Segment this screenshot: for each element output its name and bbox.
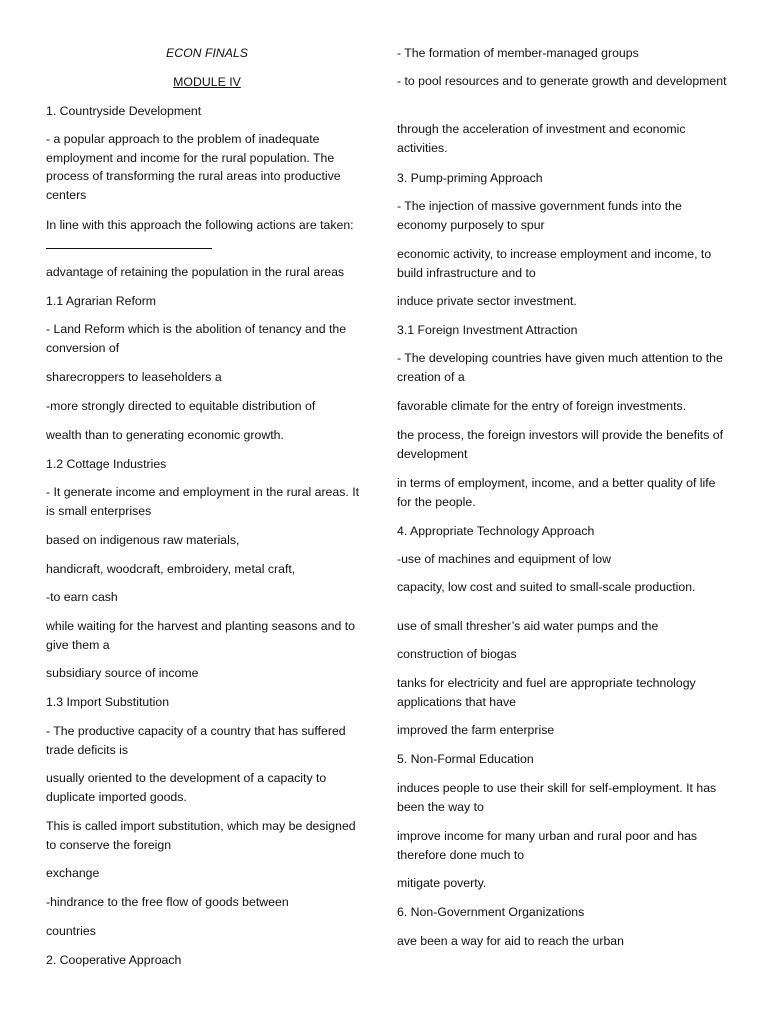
- section-heading: 1.2 Cottage Industries: [46, 457, 167, 471]
- paragraph: through the acceleration of investment and economic activities.: [397, 122, 686, 155]
- section-heading: 5. Non-Formal Education: [397, 752, 534, 766]
- paragraph: exchange: [46, 866, 100, 880]
- section-heading: 1.3 Import Substitution: [46, 695, 170, 709]
- paragraph: - a popular approach to the problem of inadequate employment and income for the rural population. The process of transforming the rural areas into productive centers: [46, 132, 341, 202]
- paragraph: countries: [46, 924, 96, 938]
- paragraph: wealth than to generating economic growth.: [46, 428, 284, 442]
- paragraph: the process, the foreign investors will provide the benefits of development: [397, 428, 724, 461]
- paragraph: use of small thresher’s aid water pumps and the: [397, 619, 659, 633]
- paragraph: in terms of employment, income, and a better quality of life for the people.: [397, 476, 716, 509]
- paragraph: advantage of retaining the population in the rural areas: [46, 265, 345, 279]
- paragraph: -to earn cash: [46, 590, 118, 604]
- section-heading: 3.1 Foreign Investment Attraction: [397, 323, 578, 337]
- paragraph: - The formation of member-managed groups: [397, 46, 639, 60]
- paragraph: induce private sector investment.: [397, 294, 577, 308]
- paragraph: based on indigenous raw materials,: [46, 533, 240, 547]
- section-heading: 1.1 Agrarian Reform: [46, 294, 157, 308]
- paragraph: - The injection of massive government funds into the economy purposely to spur: [397, 199, 682, 232]
- paragraph: ave been a way for aid to reach the urban: [397, 934, 624, 948]
- paragraph: -more strongly directed to equitable distribution of: [46, 399, 316, 413]
- paragraph: favorable climate for the entry of foreign investments.: [397, 399, 687, 413]
- module-title: MODULE IV: [173, 75, 241, 89]
- paragraph: - The developing countries have given much attention to the creation of a: [397, 351, 723, 384]
- document-title: ECON FINALS: [166, 46, 248, 60]
- paragraph: improved the farm enterprise: [397, 723, 555, 737]
- paragraph: - The productive capacity of a country that has suffered trade deficits is: [46, 724, 346, 757]
- paragraph: economic activity, to increase employment and income, to build infrastructure and to: [397, 247, 712, 280]
- paragraph: In line with this approach the following actions are taken:: [46, 218, 354, 232]
- paragraph: tanks for electricity and fuel are appropriate technology applications that have: [397, 676, 696, 709]
- section-heading: 6. Non-Government Organizations: [397, 905, 585, 919]
- paragraph: induces people to use their skill for self-employment. It has been the way to: [397, 781, 717, 814]
- paragraph: capacity, low cost and suited to small-scale production.: [397, 580, 696, 594]
- section-heading: 3. Pump-priming Approach: [397, 171, 543, 185]
- paragraph: usually oriented to the development of a capacity to duplicate imported goods.: [46, 771, 327, 804]
- paragraph: handicraft, woodcraft, embroidery, metal craft,: [46, 562, 296, 576]
- section-heading: 1. Countryside Development: [46, 104, 202, 118]
- paragraph: subsidiary source of income: [46, 666, 199, 680]
- paragraph: - Land Reform which is the abolition of tenancy and the conversion of: [46, 322, 347, 355]
- paragraph: -use of machines and equipment of low: [397, 552, 611, 566]
- section-heading: 2. Cooperative Approach: [46, 953, 182, 967]
- paragraph: - to pool resources and to generate growth and development: [397, 74, 727, 88]
- paragraph: improve income for many urban and rural poor and has therefore done much to: [397, 829, 698, 862]
- divider-line: [46, 248, 212, 249]
- paragraph: mitigate poverty.: [397, 876, 487, 890]
- paragraph: - It generate income and employment in the rural areas. It is small enterprises: [46, 485, 360, 518]
- section-heading: 4. Appropriate Technology Approach: [397, 524, 595, 538]
- paragraph: sharecroppers to leaseholders a: [46, 370, 222, 384]
- paragraph: construction of biogas: [397, 647, 517, 661]
- paragraph: -hindrance to the free flow of goods between: [46, 895, 289, 909]
- paragraph: This is called import substitution, which may be designed to conserve the foreign: [46, 819, 356, 852]
- paragraph: while waiting for the harvest and planting seasons and to give them a: [46, 619, 355, 652]
